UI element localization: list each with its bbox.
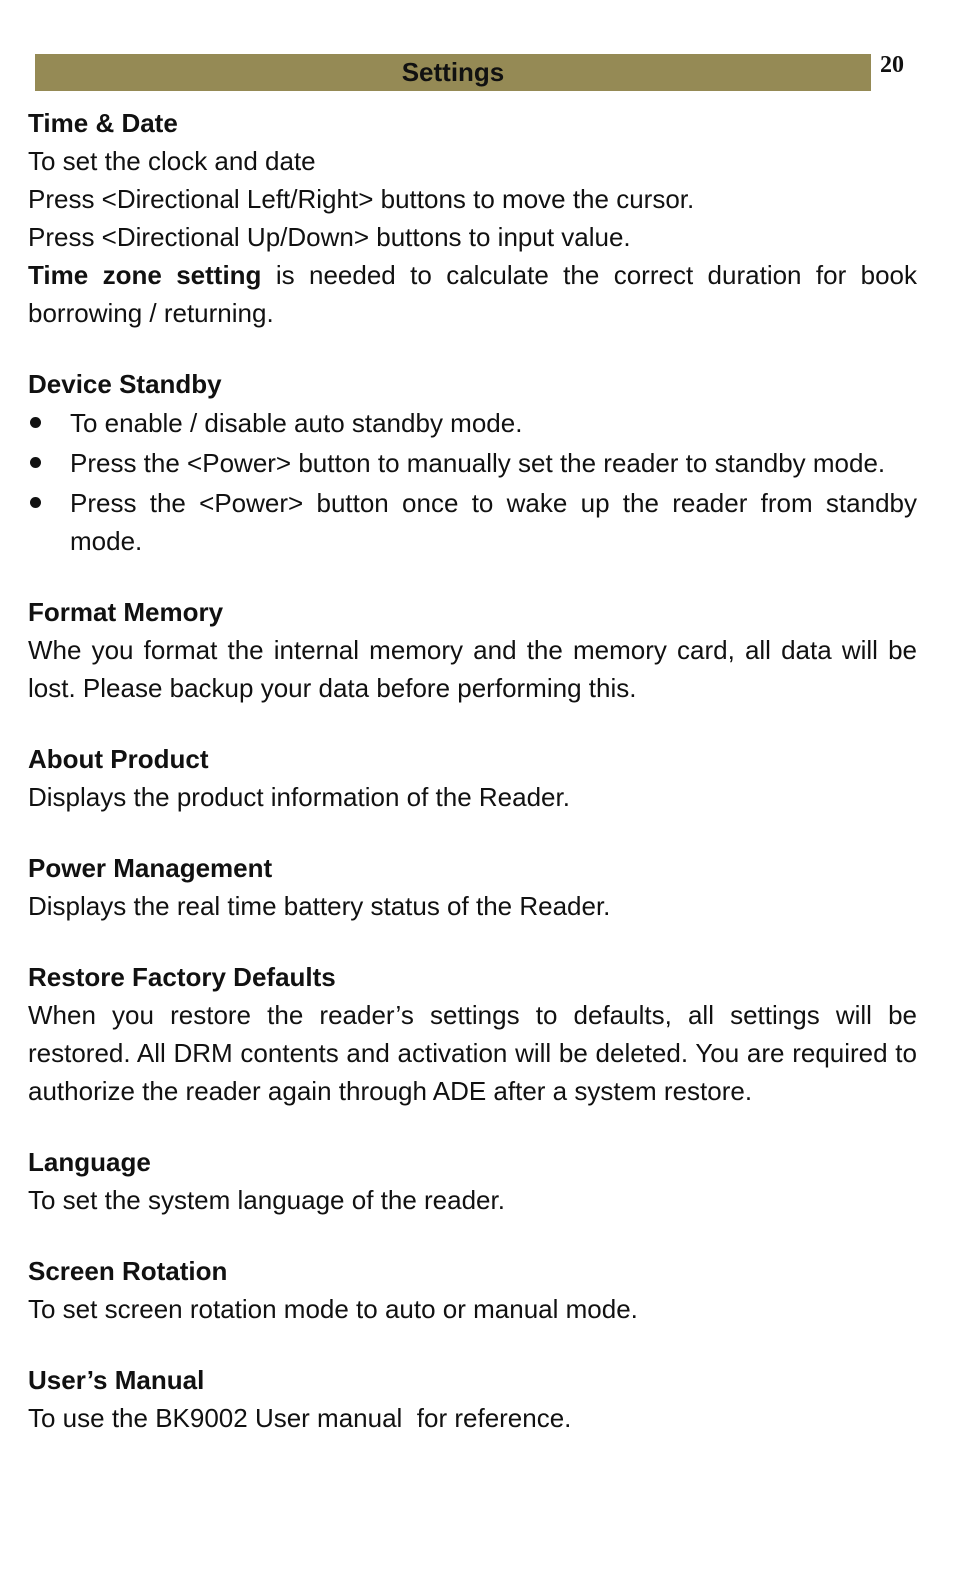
section-line: Press <Directional Left/Right> buttons to move the cursor. — [28, 184, 695, 214]
section-heading: Device Standby — [28, 369, 222, 399]
section-line: Press <Directional Up/Down> buttons to input value. — [28, 222, 631, 252]
bullet-icon — [30, 497, 41, 508]
section-body: Displays the real time battery status of the Reader. — [28, 891, 611, 921]
page-content — [28, 104, 917, 1470]
page-title: Settings — [401, 57, 505, 87]
bullet-list — [28, 404, 917, 560]
section-screen-rotation — [28, 1252, 917, 1328]
section-language — [28, 1143, 917, 1219]
section-body: To set screen rotation mode to auto or manual mode. — [28, 1294, 638, 1324]
section-device-standby — [28, 365, 917, 560]
list-item — [28, 444, 917, 482]
section-format-memory — [28, 593, 917, 707]
section-heading: User’s Manual — [28, 1365, 205, 1395]
bullet-icon — [30, 417, 41, 428]
section-body: Displays the product information of the Reader. — [28, 782, 570, 812]
section-about-product — [28, 740, 917, 816]
list-item-text: Press the <Power> button once to wake up the reader from standby mode. — [70, 488, 917, 556]
list-item-text: Press the <Power> button to manually set the reader to standby mode. — [70, 448, 886, 478]
timezone-note — [28, 256, 917, 332]
section-time-date — [28, 104, 917, 332]
section-heading: Format Memory — [28, 597, 224, 627]
section-heading: Power Management — [28, 853, 273, 883]
section-users-manual — [28, 1361, 917, 1437]
section-heading: Time & Date — [28, 108, 178, 138]
section-header-bar — [35, 54, 871, 91]
list-item-text: To enable / disable auto standby mode. — [70, 408, 523, 438]
section-power-management — [28, 849, 917, 925]
page-number: 20 — [880, 52, 904, 78]
section-body: When you restore the reader’s settings to defaults, all settings will be restored. All DRM contents and activation will be deleted. You are required to authorize the reader again through ADE after a system restore. — [28, 1000, 917, 1106]
section-heading: Language — [28, 1147, 151, 1177]
section-body: Whe you format the internal memory and the memory card, all data will be lost. Please backup your data before performing this. — [28, 635, 917, 703]
section-heading: Restore Factory Defaults — [28, 962, 336, 992]
list-item — [28, 404, 917, 442]
section-line: To set the clock and date — [28, 146, 316, 176]
section-restore-factory-defaults — [28, 958, 917, 1110]
section-body: To use the BK9002 User manual for reference. — [28, 1403, 572, 1433]
timezone-note-text: is needed to calculate the correct duration for book borrowing / returning. — [28, 260, 918, 328]
list-item — [28, 484, 917, 560]
section-heading: Screen Rotation — [28, 1256, 228, 1286]
bullet-icon — [30, 457, 41, 468]
timezone-bold-term: Time zone setting — [28, 260, 262, 290]
section-heading: About Product — [28, 744, 209, 774]
section-body: To set the system language of the reader. — [28, 1185, 505, 1215]
